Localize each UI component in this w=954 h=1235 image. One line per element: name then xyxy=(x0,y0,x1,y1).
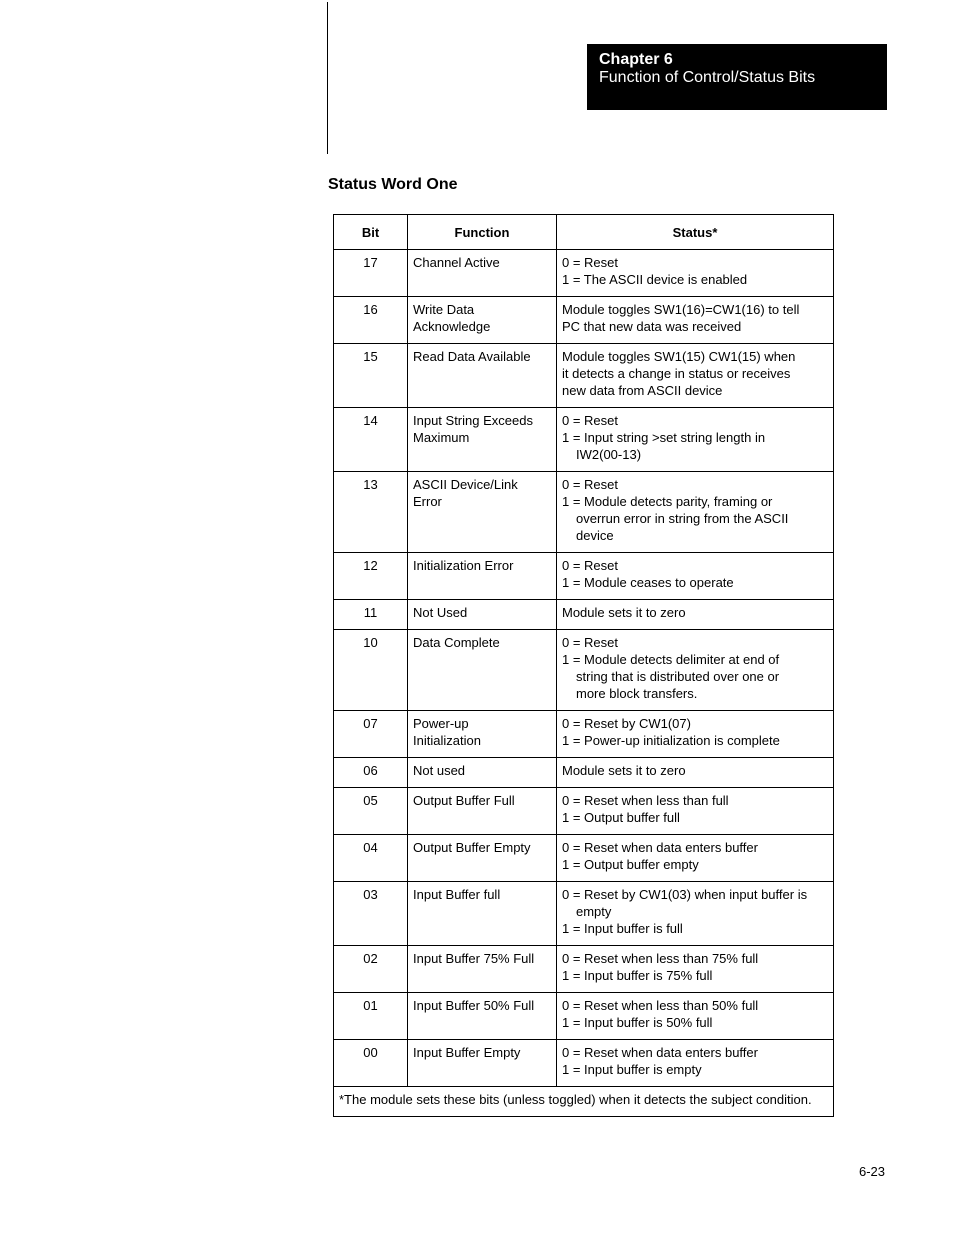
table-row xyxy=(334,882,834,946)
bit-cell: 05 xyxy=(334,788,408,835)
status-cell xyxy=(557,993,834,1040)
status-line: 0 = Reset when less than 50% full xyxy=(562,998,759,1013)
table-row xyxy=(334,788,834,835)
table-row xyxy=(334,993,834,1040)
status-cell xyxy=(557,946,834,993)
bit-cell: 01 xyxy=(334,993,408,1040)
column-header-bit: Bit xyxy=(334,215,408,250)
function-line: Input Buffer 75% Full xyxy=(413,951,535,966)
function-line: Data Complete xyxy=(413,635,500,650)
status-line: 0 = Reset xyxy=(562,635,619,650)
status-line: Module sets it to zero xyxy=(562,763,686,778)
bit-cell: 14 xyxy=(334,408,408,472)
status-cell xyxy=(557,553,834,600)
status-line: empty xyxy=(576,904,612,919)
bit-cell: 02 xyxy=(334,946,408,993)
table-row xyxy=(334,408,834,472)
status-line: 1 = Output buffer empty xyxy=(562,857,699,872)
status-cell xyxy=(557,1040,834,1087)
status-line: 0 = Reset when data enters buffer xyxy=(562,1045,758,1060)
function-cell xyxy=(408,472,557,553)
table-row xyxy=(334,344,834,408)
status-cell xyxy=(557,408,834,472)
function-line: Channel Active xyxy=(413,255,500,270)
bit-cell: 13 xyxy=(334,472,408,553)
table-row xyxy=(334,472,834,553)
status-cell xyxy=(557,758,834,788)
function-line: Input Buffer Empty xyxy=(413,1045,521,1060)
function-cell xyxy=(408,250,557,297)
bit-cell: 07 xyxy=(334,711,408,758)
status-line: device xyxy=(576,528,614,543)
bit-cell: 17 xyxy=(334,250,408,297)
status-cell xyxy=(557,600,834,630)
status-cell xyxy=(557,711,834,758)
status-line: 1 = Module detects parity, framing or xyxy=(562,494,773,509)
status-line: string that is distributed over one or xyxy=(576,669,780,684)
function-line: Output Buffer Empty xyxy=(413,840,531,855)
status-line: 0 = Reset xyxy=(562,413,619,428)
bit-cell: 12 xyxy=(334,553,408,600)
function-cell xyxy=(408,711,557,758)
bit-cell: 00 xyxy=(334,1040,408,1087)
bit-cell: 10 xyxy=(334,630,408,711)
status-cell xyxy=(557,344,834,408)
function-line: Initialization Error xyxy=(413,558,514,573)
status-line: 1 = Power-up initialization is complete xyxy=(562,733,780,748)
table-row xyxy=(334,946,834,993)
status-word-table xyxy=(333,214,834,1117)
status-cell xyxy=(557,630,834,711)
function-line: Output Buffer Full xyxy=(413,793,515,808)
status-line: 1 = Input buffer is 75% full xyxy=(562,968,713,983)
function-line: Read Data Available xyxy=(413,349,531,364)
function-line: Maximum xyxy=(413,430,470,445)
function-line: Error xyxy=(413,494,442,509)
status-line: 0 = Reset xyxy=(562,558,619,573)
section-title: Status Word One xyxy=(328,176,458,193)
bit-cell: 16 xyxy=(334,297,408,344)
status-line: 1 = Module detects delimiter at end of xyxy=(562,652,780,667)
table-row xyxy=(334,600,834,630)
function-line: Input String Exceeds xyxy=(413,413,533,428)
table-row xyxy=(334,297,834,344)
status-line: 1 = Input buffer is 50% full xyxy=(562,1015,713,1030)
bit-cell: 04 xyxy=(334,835,408,882)
function-cell xyxy=(408,344,557,408)
function-cell xyxy=(408,1040,557,1087)
status-line: 0 = Reset by CW1(03) when input buffer is xyxy=(562,887,808,902)
table-footnote: *The module sets these bits (unless toggled) when it detects the subject condition. xyxy=(334,1087,834,1117)
status-line: 1 = Input buffer is full xyxy=(562,921,683,936)
status-cell xyxy=(557,788,834,835)
table-row xyxy=(334,553,834,600)
function-line: Not Used xyxy=(413,605,468,620)
function-cell xyxy=(408,297,557,344)
status-line: it detects a change in status or receives xyxy=(562,366,791,381)
function-line: Initialization xyxy=(413,733,481,748)
function-line: Acknowledge xyxy=(413,319,491,334)
status-cell xyxy=(557,250,834,297)
footnote-row xyxy=(334,1087,834,1117)
bit-cell: 11 xyxy=(334,600,408,630)
status-line: 0 = Reset when less than 75% full xyxy=(562,951,759,966)
status-line: more block transfers. xyxy=(576,686,698,701)
function-line: ASCII Device/Link xyxy=(413,477,518,492)
status-line: 0 = Reset when data enters buffer xyxy=(562,840,758,855)
function-cell xyxy=(408,758,557,788)
table-row xyxy=(334,250,834,297)
bit-cell: 15 xyxy=(334,344,408,408)
status-cell xyxy=(557,472,834,553)
status-line: 0 = Reset by CW1(07) xyxy=(562,716,691,731)
function-line: Power-up xyxy=(413,716,469,731)
status-line: Module toggles SW1(16)=CW1(16) to tell xyxy=(562,302,800,317)
bit-cell: 03 xyxy=(334,882,408,946)
status-line: 1 = Input string >set string length in xyxy=(562,430,766,445)
column-header-function: Function xyxy=(408,215,557,250)
column-header-status: Status* xyxy=(557,215,834,250)
status-line: 1 = Module ceases to operate xyxy=(562,575,734,590)
status-line: PC that new data was received xyxy=(562,319,742,334)
status-line: overrun error in string from the ASCII xyxy=(576,511,789,526)
function-line: Input Buffer full xyxy=(413,887,501,902)
function-cell xyxy=(408,553,557,600)
status-cell xyxy=(557,835,834,882)
table-row xyxy=(334,630,834,711)
status-line: 0 = Reset when less than full xyxy=(562,793,729,808)
page-number: 6-23 xyxy=(859,1164,886,1179)
chapter-title: Function of Control/Status Bits xyxy=(599,69,816,86)
margin-rule xyxy=(327,2,328,154)
status-line: 0 = Reset xyxy=(562,255,619,270)
function-line: Not used xyxy=(413,763,466,778)
status-line: 0 = Reset xyxy=(562,477,619,492)
bit-cell: 06 xyxy=(334,758,408,788)
table-row xyxy=(334,1040,834,1087)
function-cell xyxy=(408,600,557,630)
function-cell xyxy=(408,993,557,1040)
status-line: Module toggles SW1(15) CW1(15) when xyxy=(562,349,796,364)
status-cell xyxy=(557,882,834,946)
chapter-number: Chapter 6 xyxy=(599,51,673,68)
status-line: 1 = Input buffer is empty xyxy=(562,1062,702,1077)
function-cell xyxy=(408,946,557,993)
status-line: 1 = The ASCII device is enabled xyxy=(562,272,748,287)
table-row xyxy=(334,711,834,758)
status-line: new data from ASCII device xyxy=(562,383,723,398)
function-cell xyxy=(408,882,557,946)
function-cell xyxy=(408,408,557,472)
status-line: Module sets it to zero xyxy=(562,605,686,620)
status-line: IW2(00-13) xyxy=(576,447,642,462)
status-cell xyxy=(557,297,834,344)
function-cell xyxy=(408,835,557,882)
table-row xyxy=(334,758,834,788)
table-body xyxy=(334,250,834,1087)
status-line: 1 = Output buffer full xyxy=(562,810,680,825)
table-row xyxy=(334,835,834,882)
function-line: Input Buffer 50% Full xyxy=(413,998,535,1013)
chapter-header xyxy=(587,44,887,110)
function-cell xyxy=(408,788,557,835)
function-cell xyxy=(408,630,557,711)
function-line: Write Data xyxy=(413,302,475,317)
table-header-row xyxy=(334,215,834,250)
